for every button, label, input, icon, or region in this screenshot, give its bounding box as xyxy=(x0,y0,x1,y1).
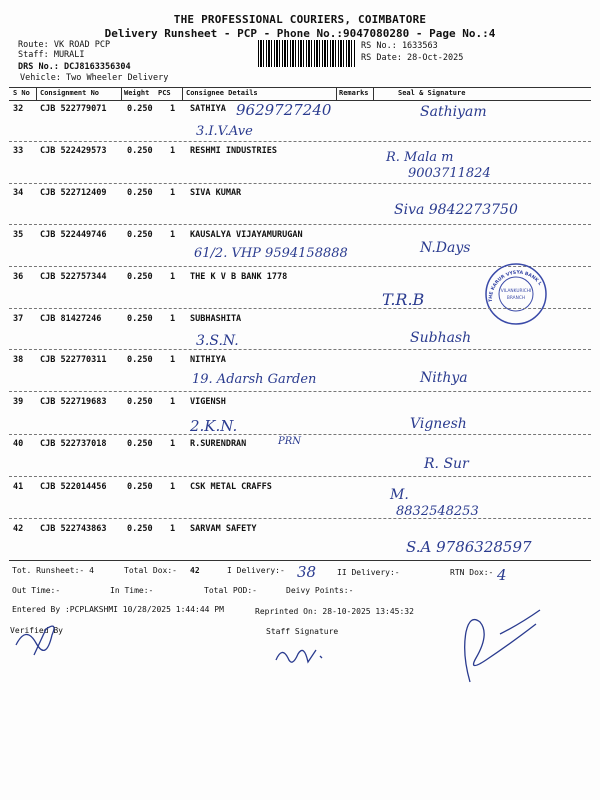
col-divider xyxy=(373,88,374,100)
reprinted-on: Reprinted On: 28-10-2025 13:45:32 xyxy=(255,607,414,616)
row-consignee: KAUSALYA VIJAYAMURUGAN xyxy=(190,230,303,240)
row-sno: 36 xyxy=(13,272,24,282)
row-consignment: CJB 522743863 xyxy=(40,524,107,534)
row-pcs: 1 xyxy=(170,230,176,240)
row-consignment: CJB 522014456 xyxy=(40,482,107,492)
row-weight: 0.250 xyxy=(127,482,153,492)
row-weight: 0.250 xyxy=(127,272,153,282)
row-pcs: 1 xyxy=(170,397,176,407)
handwritten-signature: R. Mala m xyxy=(386,150,454,165)
handwritten-remark: PRN xyxy=(278,436,302,447)
total-dox-value: 42 xyxy=(190,566,200,575)
row-sno: 39 xyxy=(13,397,24,407)
total-pod-label: Total POD:- xyxy=(204,586,257,595)
row-pcs: 1 xyxy=(170,104,176,114)
table-bottom-rule xyxy=(9,560,591,561)
row-sno: 38 xyxy=(13,355,24,365)
handwritten-phone: 9003711824 xyxy=(408,166,491,181)
handwritten-signature: Siva 9842273750 xyxy=(394,202,518,218)
bank-stamp xyxy=(484,262,548,326)
verified-signature xyxy=(12,615,72,661)
row-pcs: 1 xyxy=(170,314,176,324)
row-divider xyxy=(9,349,591,350)
table-header xyxy=(0,88,600,100)
row-consignment: CJB 522449746 xyxy=(40,230,107,240)
route-label: Route: VK ROAD PCP xyxy=(18,40,111,50)
row-sno: 40 xyxy=(13,439,24,449)
verified-by-label: Verified By xyxy=(10,626,63,635)
handwritten-signature: T.R.B xyxy=(382,290,425,309)
row-consignee: RESHMI INDUSTRIES xyxy=(190,146,277,156)
row-consignee: CSK METAL CRAFFS xyxy=(190,482,272,492)
ii-delivery-label: II Delivery:- xyxy=(337,568,400,577)
handwritten-signature: Vignesh xyxy=(410,416,467,432)
entered-by: Entered By :PCPLAKSHMI 10/28/2025 1:44:44 PM xyxy=(12,605,224,614)
in-time-label: In Time:- xyxy=(110,586,154,595)
row-weight: 0.250 xyxy=(127,439,153,449)
col-remarks: Remarks xyxy=(339,89,369,97)
row-weight: 0.250 xyxy=(127,524,153,534)
total-runsheet: Tot. Runsheet:- 4 xyxy=(12,566,94,575)
row-sno: 33 xyxy=(13,146,24,156)
row-consignee: SARVAM SAFETY xyxy=(190,524,257,534)
drs-number: DRS No.: DCJ8163356304 xyxy=(18,62,131,72)
row-divider xyxy=(9,391,591,392)
row-consignee: R.SURENDRAN xyxy=(190,439,247,449)
row-consignment: CJB 81427246 xyxy=(40,314,102,324)
svg-text:THE KARUR VYSYA BANK LTD.: THE KARUR VYSYA BANK L xyxy=(488,270,542,303)
i-delivery-label: I Delivery:- xyxy=(227,566,285,575)
row-weight: 0.250 xyxy=(127,146,153,156)
i-delivery-handwritten: 38 xyxy=(297,563,317,581)
rtn-dox-handwritten: 4 xyxy=(497,566,507,584)
row-pcs: 1 xyxy=(170,188,176,198)
company-title: THE PROFESSIONAL COURIERS, COIMBATORE xyxy=(173,13,427,26)
col-pcs: PCS xyxy=(158,89,171,97)
row-consignment: CJB 522757344 xyxy=(40,272,107,282)
delivery-points-label: Deivy Points:- xyxy=(286,586,354,595)
col-divider xyxy=(182,88,183,100)
handwritten-address: 19. Adarsh Garden xyxy=(192,372,317,387)
rs-date: RS Date: 28-Oct-2025 xyxy=(361,53,464,63)
col-consignment: Consignment No xyxy=(40,89,100,97)
vehicle-label: Vehicle: Two Wheeler Delivery xyxy=(20,73,169,83)
row-pcs: 1 xyxy=(170,355,176,365)
handwritten-signature: Nithya xyxy=(420,370,468,386)
row-sno: 35 xyxy=(13,230,24,240)
row-pcs: 1 xyxy=(170,439,176,449)
row-consignment: CJB 522429573 xyxy=(40,146,107,156)
staff-signature xyxy=(270,640,340,674)
row-consignment: CJB 522770311 xyxy=(40,355,107,365)
handwritten-signature: Sathiyam xyxy=(420,104,487,120)
row-divider xyxy=(9,308,591,309)
rtn-dox-label: RTN Dox:- xyxy=(450,568,494,577)
row-pcs: 1 xyxy=(170,272,176,282)
rs-number: RS No.: 1633563 xyxy=(361,41,438,51)
row-weight: 0.250 xyxy=(127,397,153,407)
col-divider xyxy=(36,88,37,100)
row-sno: 32 xyxy=(13,104,24,114)
row-weight: 0.250 xyxy=(127,104,153,114)
barcode xyxy=(258,40,356,67)
row-pcs: 1 xyxy=(170,146,176,156)
col-divider xyxy=(336,88,337,100)
row-consignment: CJB 522737018 xyxy=(40,439,107,449)
supervisor-signature xyxy=(440,604,546,688)
row-divider xyxy=(9,518,591,519)
row-consignee: SATHIYA xyxy=(190,104,226,114)
row-weight: 0.250 xyxy=(127,314,153,324)
row-divider xyxy=(9,434,591,435)
handwritten-signature: R. Sur xyxy=(424,456,469,472)
handwritten-address: 3.I.V.Ave xyxy=(196,124,253,139)
col-divider xyxy=(121,88,122,100)
handwritten-address: 2.K.N. xyxy=(190,417,238,435)
handwritten-address: 61/2. VHP 9594158888 xyxy=(194,246,348,261)
row-weight: 0.250 xyxy=(127,188,153,198)
row-sno: 41 xyxy=(13,482,24,492)
col-consignee: Consignee Details xyxy=(186,89,258,97)
row-divider xyxy=(9,224,591,225)
col-sno: S No xyxy=(13,89,30,97)
col-weight: Weight xyxy=(124,89,150,97)
row-weight: 0.250 xyxy=(127,355,153,365)
handwritten-signature: Subhash xyxy=(410,330,472,346)
row-consignee: NITHIYA xyxy=(190,355,226,365)
svg-text:VILANKURICHI: VILANKURICHI xyxy=(500,289,532,294)
row-consignment: CJB 522779071 xyxy=(40,104,107,114)
row-pcs: 1 xyxy=(170,482,176,492)
row-consignment: CJB 522719683 xyxy=(40,397,107,407)
row-pcs: 1 xyxy=(170,524,176,534)
row-consignee: SIVA KUMAR xyxy=(190,188,242,198)
handwritten-signature: M. xyxy=(390,487,409,503)
handwritten-phone: 8832548253 xyxy=(396,504,479,519)
row-consignment: CJB 522712409 xyxy=(40,188,107,198)
row-divider xyxy=(9,476,591,477)
out-time-label: Out Time:- xyxy=(12,586,61,595)
row-sno: 37 xyxy=(13,314,24,324)
svg-text:BRANCH: BRANCH xyxy=(506,296,526,301)
row-divider xyxy=(9,141,591,142)
row-sno: 42 xyxy=(13,524,24,534)
handwritten-signature: S.A 9786328597 xyxy=(406,538,532,556)
staff-label: Staff: MURALI xyxy=(18,50,85,60)
staff-signature-label: Staff Signature xyxy=(266,627,339,636)
row-consignee: VIGENSH xyxy=(190,397,226,407)
handwritten-phone: 9629727240 xyxy=(236,101,332,119)
handwritten-signature: N.Days xyxy=(420,240,471,256)
col-seal-signature: Seal & Signature xyxy=(398,89,466,97)
runsheet-subtitle: Delivery Runsheet - PCP - Phone No.:9047080280 - Page No.:4 xyxy=(104,27,496,40)
row-consignee: THE K V B BANK 1778 xyxy=(190,272,288,282)
row-weight: 0.250 xyxy=(127,230,153,240)
total-dox-label: Total Dox:- xyxy=(124,566,177,575)
row-divider xyxy=(9,183,591,184)
handwritten-address: 3.S.N. xyxy=(196,333,239,349)
row-consignee: SUBHASHITA xyxy=(190,314,242,324)
row-sno: 34 xyxy=(13,188,24,198)
